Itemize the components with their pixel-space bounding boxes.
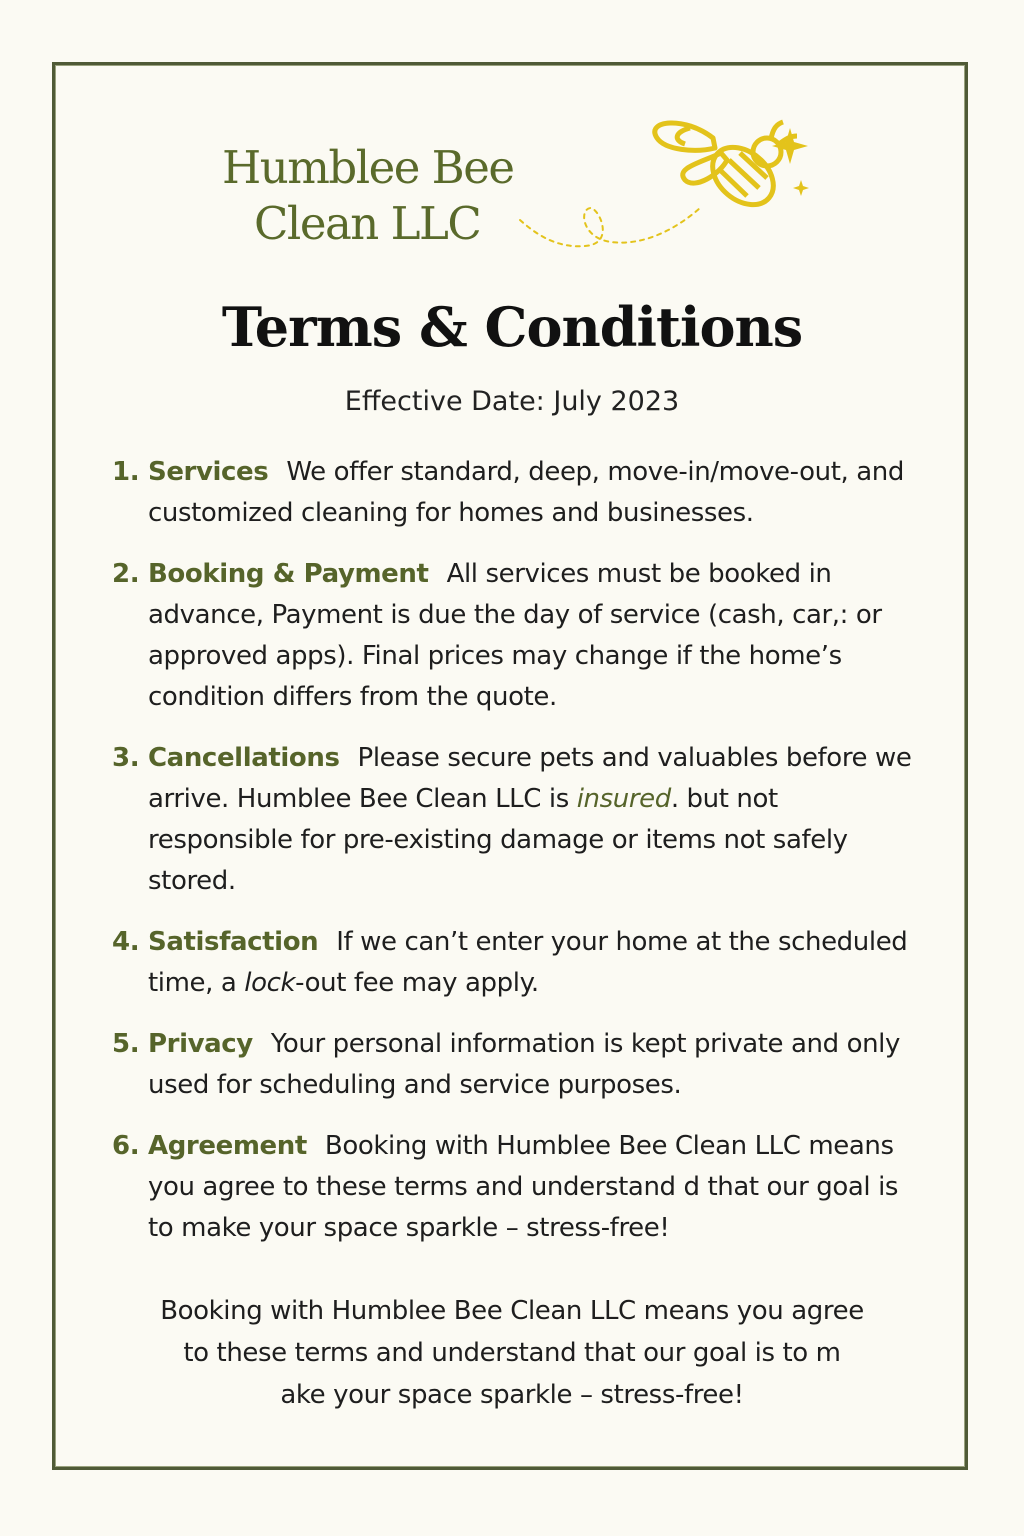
term-text-after: . but not responsible for pre-existing damage or items not safely stored. — [148, 784, 848, 896]
closing-line-3: ake your space sparkle – stress-free! — [280, 1380, 744, 1410]
term-text: If we can’t enter your home at the scheduled time, a — [148, 927, 908, 998]
brand-line-2: Clean LLC — [254, 197, 481, 250]
brand-line-1: Humblee Bee — [222, 141, 514, 194]
term-item-privacy — [112, 1024, 912, 1106]
term-number: 3. — [112, 743, 140, 773]
term-emphasis: lock — [244, 968, 296, 998]
term-item-cancellations — [112, 738, 912, 902]
term-number: 2. — [112, 559, 140, 589]
term-text: Your personal information is kept private and only used for scheduling and service purposes. — [148, 1029, 900, 1100]
term-item-booking-payment — [112, 554, 912, 718]
term-heading: Agreement — [148, 1131, 307, 1161]
term-number: 1. — [112, 457, 140, 487]
term-heading: Satisfaction — [148, 927, 319, 957]
term-emphasis: insured — [576, 784, 671, 814]
term-heading: Cancellations — [148, 743, 340, 773]
term-item-services — [112, 452, 912, 534]
term-heading: Services — [148, 457, 269, 487]
term-item-agreement — [112, 1126, 912, 1249]
brand-name — [222, 140, 514, 252]
term-text: All services must be booked in advance, Payment is due the day of service (cash, car,: or approved apps). Final prices may change if the home’s condition differs from the quote. — [148, 559, 882, 712]
sparkle-small — [793, 180, 809, 196]
term-text: Please secure pets and valuables before we arrive. Humblee Bee Clean LLC is — [148, 743, 912, 814]
terms-list — [112, 452, 912, 1269]
term-heading: Privacy — [148, 1029, 253, 1059]
term-text: Booking with Humblee Bee Clean LLC means you agree to these terms and understand d that our goal is to make your space sparkle – stress-free! — [148, 1131, 899, 1243]
term-number: 6. — [112, 1131, 140, 1161]
term-text: We offer standard, deep, move-in/move-out, and customized cleaning for homes and businesses. — [148, 457, 904, 528]
term-item-satisfaction — [112, 922, 912, 1004]
closing-statement — [112, 1290, 912, 1416]
closing-line-1: Booking with Humblee Bee Clean LLC means you agree — [160, 1296, 864, 1326]
bee-icon — [515, 108, 815, 258]
term-text-after: -out fee may apply. — [295, 968, 539, 998]
term-heading: Booking & Payment — [148, 559, 429, 589]
term-number: 5. — [112, 1029, 140, 1059]
flight-path — [520, 208, 700, 246]
term-number: 4. — [112, 927, 140, 957]
effective-date: Effective Date: July 2023 — [344, 386, 680, 417]
closing-line-2: to these terms and understand that our goal is to m — [183, 1338, 841, 1368]
page-title: Terms & Conditions — [221, 295, 803, 359]
